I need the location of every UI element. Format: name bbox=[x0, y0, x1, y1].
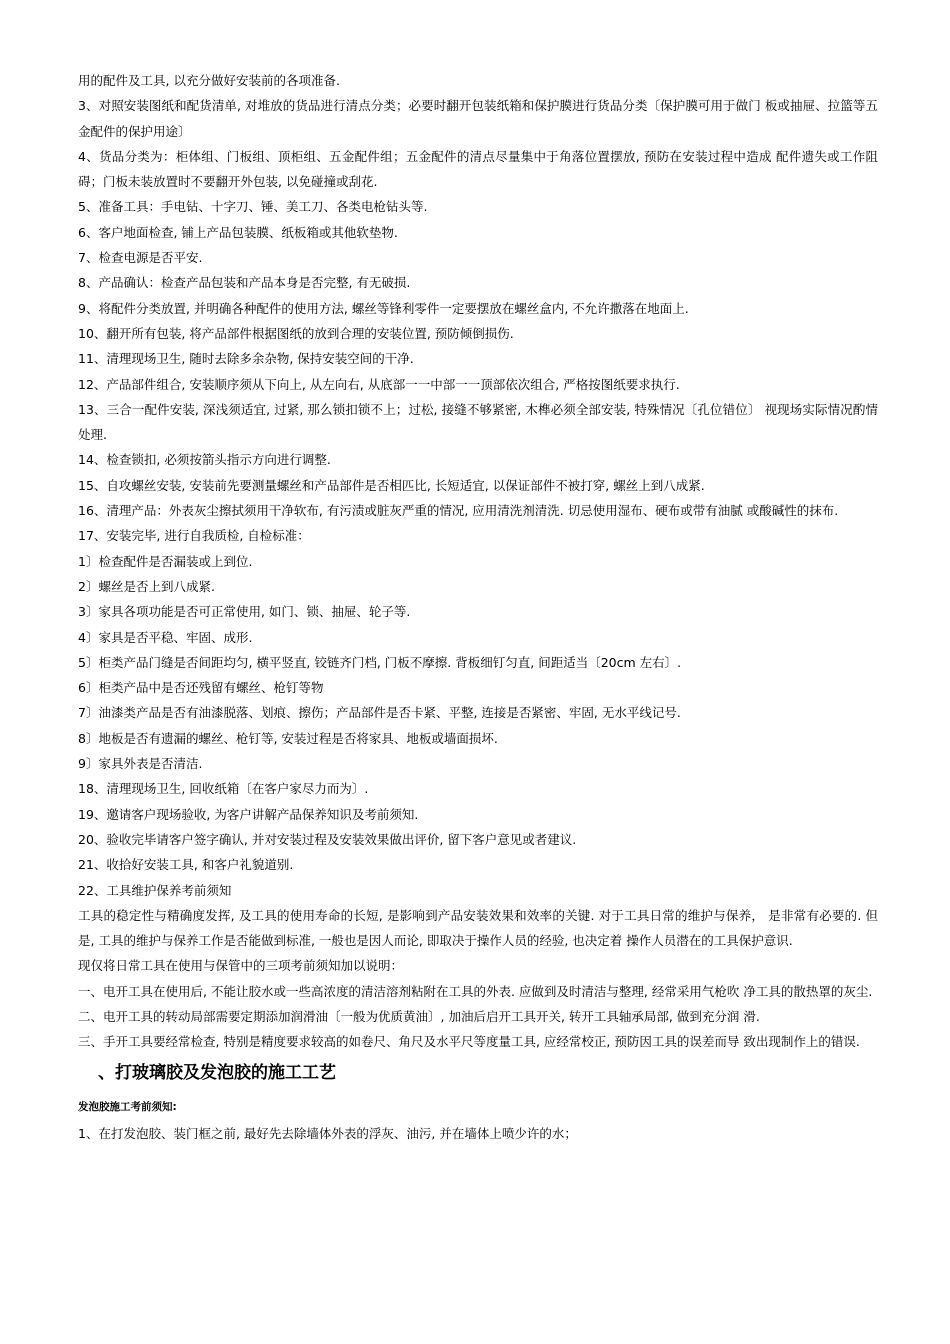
paragraph: 3、对照安装图纸和配货清单, 对堆放的货品进行清点分类；必要时翻开包装纸箱和保护膜进行货品分类〔保护膜可用于做门 板或抽屉、拉篮等五金配件的保护用途〕 bbox=[78, 98, 878, 139]
paragraph: 19、邀请客户现场验收, 为客户讲解产品保养知识及考前须知. bbox=[78, 806, 419, 822]
paragraph: 9〕家具外表是否清洁. bbox=[78, 756, 203, 772]
paragraph: 8〕地板是否有遗漏的螺丝、枪钉等, 安装过程是否将家具、地板或墙面损坏. bbox=[78, 730, 498, 746]
paragraph: 3〕家具各项功能是否可正常使用, 如门、锁、抽屉、轮子等. bbox=[78, 604, 411, 620]
paragraph: 6〕柜类产品中是否还残留有螺丝、枪钉等物 bbox=[78, 680, 324, 696]
paragraph: 12、产品部件组合, 安装顺序须从下向上, 从左向右, 从底部一一中部一一顶部依次组合, 严格按图纸要求执行. bbox=[78, 376, 680, 392]
paragraph: 10、翻开所有包装, 将产品部件根据图纸的放到合理的安装位置, 预防倾倒损伤. bbox=[78, 325, 514, 341]
paragraph: 20、验收完毕请客户签字确认, 并对安装过程及安装效果做出评价, 留下客户意见或者建议. bbox=[78, 831, 577, 847]
paragraph: 4〕家具是否平稳、牢固、成形. bbox=[78, 629, 253, 645]
paragraph: 二、电开工具的转动局部需要定期添加润滑油〔一般为优质黄油〕, 加油后启开工具开关, 转开工具轴承局部, 做到充分润 滑. bbox=[78, 1008, 760, 1024]
paragraph: 11、清理现场卫生, 随时去除多余杂物, 保持安装空间的干净. bbox=[78, 351, 414, 367]
paragraph: 1〕检查配件是否漏装或上到位. bbox=[78, 553, 253, 569]
paragraph: 22、工具维护保养考前须知 bbox=[78, 882, 232, 898]
paragraph: 14、检查锁扣, 必须按箭头指示方向进行调整. bbox=[78, 452, 331, 468]
paragraph: 一、电开工具在使用后, 不能让胶水或一些高浓度的清洁溶剂粘附在工具的外表. 应做到及时清洁与整理, 经常采用气枪吹 净工具的散热罩的灰尘. bbox=[78, 983, 873, 999]
paragraph: 7〕油漆类产品是否有油漆脱落、划痕、擦伤；产品部件是否卡紧、平整, 连接是否紧密、牢固, 无水平线记号. bbox=[78, 705, 681, 721]
subheading: 发泡胶施工考前须知: bbox=[78, 1100, 177, 1113]
paragraph: 7、检查电源是否平安. bbox=[78, 250, 203, 266]
paragraph: 现仅将日常工具在使用与保管中的三项考前须知加以说明： bbox=[78, 958, 404, 974]
paragraph: 5、准备工具：手电钻、十字刀、锤、美工刀、各类电枪钻头等. bbox=[78, 199, 428, 215]
paragraph: 工具的稳定性与精确度发挥, 及工具的使用寿命的长短, 是影响到产品安装效果和效率的关键. 对于工具日常的维护与保养， 是非常有必要的. 但是, 工具的维护与保养工作是否能做到标准, 一般也是因人而论, 即取决于操作人员的经验, 也决定着 操作人员潜在的工具保护意识. bbox=[78, 907, 878, 949]
paragraph: 2〕螺丝是否上到八成紧. bbox=[78, 578, 215, 594]
paragraph: 8、产品确认：检查产品包装和产品本身是否完整, 有无破损. bbox=[78, 275, 411, 291]
paragraph: 13、三合一配件安装, 深浅须适宜, 过紧, 那么锁扣锁不上；过松, 接缝不够紧密, 木榫必须全部安装, 特殊情况〔孔位错位〕 视现场实际情况酌情处理. bbox=[78, 401, 878, 443]
paragraph: 4、货品分类为：柜体组、门板组、顶柜组、五金配件组；五金配件的清点尽量集中于角落位置摆放, 预防在安装过程中造成 配件遗失或工作阻碍；门板未装放置时不要翻开外包装, 以免碰撞或刮花. bbox=[78, 148, 878, 190]
paragraph: 5〕柜类产品门缝是否间距均匀, 横平竖直, 铰链齐门档, 门板不摩擦. 背板细钉匀直, 间距适当〔20cm 左右〕. bbox=[78, 654, 682, 670]
paragraph: 16、清理产品：外表灰尘擦拭须用干净软布, 有污渍或脏灰严重的情况, 应用清洗剂清洗. 切忌使用湿布、硬布或带有油腻 或酸碱性的抹布. bbox=[78, 503, 839, 519]
paragraph: 15、自攻螺丝安装, 安装前先要测量螺丝和产品部件是否相匹比, 长短适宜, 以保证部件不被打穿, 螺丝上到八成紧. bbox=[78, 477, 705, 493]
paragraph: 三、手开工具要经常检查, 特别是精度要求较高的如卷尺、角尺及水平尺等度量工具, 应经常校正, 预防因工具的误差而导 致出现制作上的错误. bbox=[78, 1034, 860, 1050]
section-heading: 、打玻璃胶及发泡胶的施工工艺 bbox=[98, 1062, 336, 1083]
paragraph: 21、收拾好安装工具, 和客户礼貌道别. bbox=[78, 857, 294, 873]
paragraph: 17、安装完毕, 进行自我质检, 自检标准： bbox=[78, 528, 310, 544]
paragraph: 6、客户地面检查, 铺上产品包装膜、纸板箱或其他软垫物. bbox=[78, 224, 398, 240]
paragraph: 9、将配件分类放置, 并明确各种配件的使用方法, 螺丝等锋利零件一定要摆放在螺丝盒内, 不允许撒落在地面上. bbox=[78, 300, 689, 316]
document-page bbox=[78, 68, 878, 1146]
paragraph: 18、清理现场卫生, 回收纸箱〔在客户家尽力而为〕. bbox=[78, 781, 369, 797]
paragraph: 用的配件及工具, 以充分做好安装前的各项准备. bbox=[78, 73, 340, 88]
paragraph: 1、在打发泡胶、装门框之前, 最好先去除墙体外表的浮灰、油污, 并在墙体上喷少许的水； bbox=[78, 1125, 577, 1141]
